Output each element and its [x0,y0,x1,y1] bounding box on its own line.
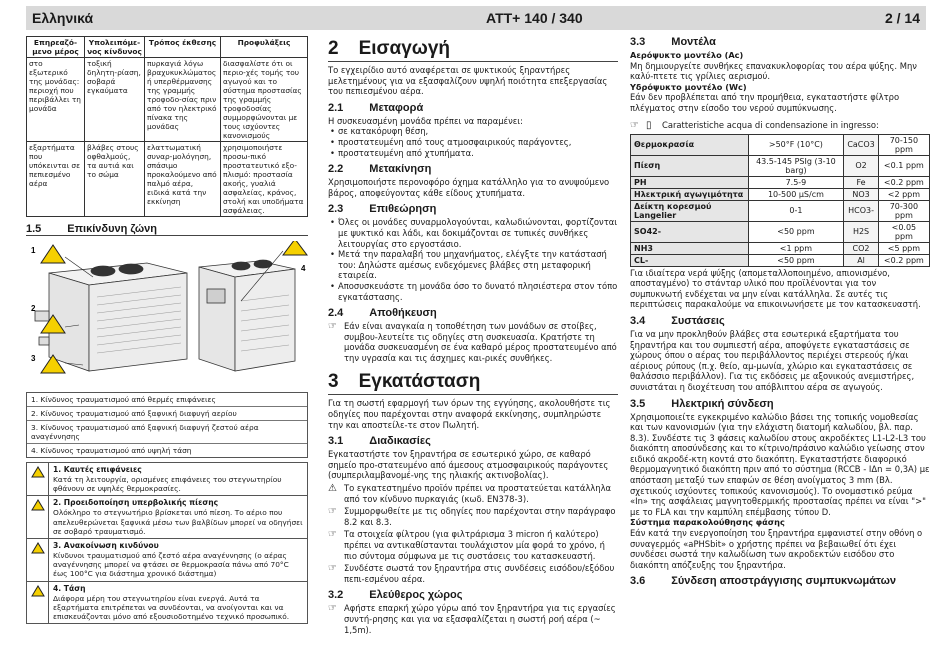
section-heading-3-1: 3.1 Διαδικασίες [328,435,431,448]
risk-header-exposure: Τρόπος έκθεσης [145,37,221,58]
table-cell: βλάβες στους οφθαλμούς, τα αυτιά και το σώμα [85,142,145,217]
pointing-hand-icon: ☞ [328,321,337,333]
section-heading-1-5: 1.5 Επικίνδυνη ζώνη [26,223,308,236]
list-item: 1. Κίνδυνος τραυματισμού από θερμές επιφάνειες [27,393,307,407]
figure-label-3: 3 [31,354,36,363]
warning-text: Διάφορα μέρη του στεγνωτηρίου είναι ενεργά. Αυτά τα εξαρτήματα επιτρέπεται να συνδέονται, να ανοίγονται και να επισκευάζονται μόνο από εξουσιοδοτημένο τεχνικό προσωπικό. [53,593,290,622]
table-cell: Πίεση [631,155,749,176]
list-item: • προστατευμένη από χτυπήματα. [328,148,618,159]
figure-label-4: 4 [301,264,306,273]
paragraph: Χρησιμοποιήστε περονοφόρο όχημα κατάλληλο για το ανυψούμενο βάρος, αποφεύγοντας κάθε είδους χτυπήματα. [328,177,610,198]
table-cell: πυρκαγιά λόγω βραχυκυκλώματος ή υπερθέρμανσης της γραμμής τροφοδο-σίας πριν από τον ηλεκτρικό πίνακα της μονάδας [145,58,221,142]
hazard-list [26,392,308,458]
pointing-hand-icon: ☞ [328,529,337,541]
note: ☞ ▯ Caratteristiche acqua di condensazione in ingresso: [630,119,879,131]
table-cell: NO3 [844,188,878,200]
table-row [631,176,930,188]
table-cell: χρησιμοποιήστε προσω-πικό προστατευτικό εξο-πλισμό: προστασία ακοής, γυαλιά ασφαλείας, κράνος, στολή και υποδήματα ασφάλειας. [221,142,308,217]
list-item: • Αποσυσκευάστε τη μονάδα όσο το δυνατό πλησιέστερα στον τόπο εγκατάστασης. [328,281,618,302]
list-item: 2. Κίνδυνος τραυματισμού από ξαφνική διαφυγή αερίου [27,407,307,421]
warning-text: Ολόκληρο το στεγνωτήριο βρίσκεται υπό πίεση. Το αέριο που απελευθερώνεται ξαφνικά μέσω των βαλβίδων μπορεί να οδηγήσει σε σοβαρό τραυματισμό. [53,508,303,536]
subheading: Σύστημα παρακολούθησης φάσης [630,517,785,528]
section-heading-2-4: 2.4 Αποθήκευση [328,307,437,320]
subheading: Υδρόψυκτο μοντέλο (Wc) [630,81,747,92]
section-heading-3-2: 3.2 Ελεύθερος χώρος [328,589,463,602]
warning-title: 2. Προειδοποίηση υπερβολικής πίεσης [53,498,219,508]
list-item: • Όλες οι μονάδες συναρμολογούνται, καλωδιώνονται, φορτίζονται με ψυκτικό και λάδι, και δοκιμάζονται σε τυπικές συνθήκες λειτουργίας στο εργοστάσιο. [328,217,618,249]
table-cell: Al [844,254,878,266]
section-heading-2-3: 2.3 Επιθεώρηση [328,203,437,216]
table-cell: 7.5-9 [748,176,844,188]
table-cell: Fe [844,176,878,188]
table-cell: NH3 [631,242,749,254]
table-cell: στο εξωτερικό της μονάδας: περιοχή που περιβάλλει τη μονάδα [27,58,85,142]
pointing-hand-icon: ☞ [630,119,639,131]
warning-row [27,496,307,539]
pointing-hand-icon: ☞ [328,506,337,518]
section-heading-3: 3 Εγκατάσταση [328,371,618,395]
paragraph: Εάν κατά την ενεργοποίηση του ξηραντήρα εμφανιστεί στην οθόνη ο συναγερμός «aPHSbit» ο χρήστης πρέπει να βεβαιωθεί ότι έχει συνδέσει σωστά την καλωδίωση των ακροδεκτών εισόδου στο διακόπτη απόζευξης του ξηραντήρα. [630,528,923,570]
warning-box [26,462,308,624]
bullet-list [328,217,618,302]
table-cell: 70-150 ppm [878,134,929,155]
warning-row [27,582,307,624]
paragraph: Για τη σωστή εφαρμογή των όρων της εγγύησης, ακολουθήστε τις οδηγίες που παρέχονται στην αναφορά εκκίνησης, συμπληρώστε την και αποστείλε-τε στον Πωλητή. [328,398,611,430]
voltage-warning-icon [27,582,49,624]
warning-title: 4. Τάση [53,583,86,593]
table-cell: >50°F (10°C) [748,134,844,155]
table-cell: <0.05 ppm [878,221,929,242]
danger-zone-figure [26,240,308,388]
table-cell: Θερμοκρασία [631,134,749,155]
model-label: ATT+ 140 / 340 [486,10,583,26]
page-header [26,6,926,30]
section-heading-2-1: 2.1 Μεταφορά [328,101,424,114]
column-middle [328,36,618,635]
book-icon: ▯ [646,119,652,131]
subheading: Αερόψυκτο μοντέλο (Ac) [630,50,744,60]
paragraph: Μη δημιουργείτε συνθήκες επανακυκλοφορίας του αέρα ψύξης. Μην καλύ-πτετε τις γρίλιες αερισμού. [630,60,917,82]
table-cell: <5 ppm [878,242,929,254]
table-cell: O2 [844,155,878,176]
section-heading-3-5: 3.5 Ηλεκτρική σύνδεση [630,397,774,410]
warning-icon: ⚠ [328,483,337,495]
danger-warning-icon [27,539,49,581]
note: ☞ Αφήστε επαρκή χώρο γύρω από τον ξηραντήρα για τις εργασίες συντή-ρησης και για να εξασφαλίζεται η σωστή ροή αέρα (~ 1,5m). [328,603,616,635]
table-cell: 43.5-145 PSIg (3-10 barg) [748,155,844,176]
risk-header-residual: Υπολειπόμε-νος κίνδυνος [85,37,145,58]
risk-table [26,36,308,217]
table-cell: CL- [631,254,749,266]
table-row [631,242,930,254]
water-characteristics-table [630,134,930,267]
paragraph: Εγκαταστήστε τον ξηραντήρα σε εσωτερικό χώρο, σε καθαρό σημείο προ-στατευμένο από άμεσους ατμοσφαιρικούς παράγοντες (συμπεριλαμβανομέ-νης της ηλιακής ακτινοβολίας). [328,449,609,481]
table-cell: 0-1 [748,200,844,221]
table-cell: <0.1 ppm [878,155,929,176]
table-row [631,200,930,221]
dryer-illustration [27,241,309,389]
warning-row [27,539,307,582]
pointing-hand-icon: ☞ [328,603,337,615]
list-item: 4. Κίνδυνος τραυματισμού από υψηλή τάση [31,446,192,455]
table-cell: PH [631,176,749,188]
table-cell: <2 ppm [878,188,929,200]
paragraph: Για ιδιαίτερα νερά ψύξης (απομεταλλοποιημένο, απιονισμένο, αποσταγμένο) το στάνταρ υλικό που προϊλένονται για τον συμπυκνωτή ενδέχεται να μην είναι κατάλληλα. Σε αυτές τις περιπτώσεις παρακαλούμε να επικοινωνήσετε με τον κατασκευαστή. [630,267,921,310]
paragraph: Το εγχειρίδιο αυτό αναφέρεται σε ψυκτικούς ξηραντήρες μελετημένους για να εξασφαλίζουν υψηλή ποιότητα επεξεργασίας του πεπιεσμένου αέρα. [328,65,608,97]
hot-surface-warning-icon [27,463,49,495]
section-heading-3-6: 3.6 Σύνδεση αποστράγγισης συμπυκνωμάτων [630,575,897,588]
section-heading-3-4: 3.4 Συστάσεις [630,314,725,327]
table-cell: ελαττωματική συναρ-μολόγηση, σπάσιμο προκαλούμενο από παλμό αέρα, ειδικά κατά την εκκίνηση [145,142,221,217]
list-item: • προστατευμένη από τους ατμοσφαιρικούς παράγοντες, [328,137,618,148]
risk-header-part: Επηρεαζό-μενο μέρος [27,37,85,58]
table-cell: HCO3- [844,200,878,221]
table-row [631,221,930,242]
figure-label-1: 1 [31,246,36,255]
table-cell: CO2 [844,242,878,254]
column-right [630,36,930,589]
table-cell: <0.2 ppm [878,254,929,266]
table-row [631,254,930,266]
pointing-hand-icon: ☞ [328,563,337,575]
pressure-warning-icon [27,496,49,538]
bullet-list [328,126,618,158]
note: ☞ Εάν είναι αναγκαία η τοποθέτηση των μονάδων σε στοίβες, συμβου-λευτείτε τις οδηγίες στη συσκευασία. Κρατήστε τη μονάδα συσκευασμένη σε ένα καθαρό μέρος προστατευμένο από την υγρασία και τις άσχημες και-ρικές συνθήκες. [328,321,617,363]
table-cell: H2S [844,221,878,242]
warning-title: 1. Καυτές επιφάνειες [53,465,142,474]
list-item: • Μετά την παραλαβή του μηχανήματος, ελέγξτε την κατάστασή του: Δηλώστε αμέσως ενδεχόμενες βλάβες στη μεταφορική εταιρεία. [328,249,618,281]
section-heading-3-3: 3.3 Μοντέλα [630,36,716,48]
table-cell: SO42- [631,221,749,242]
list-item: • σε κατακόρυφη θέση, [328,126,618,137]
paragraph: Για να μην προκληθούν βλάβες στα εσωτερικά εξαρτήματα του ξηραντήρα και του συμπιεστή αέρα, αποφύγετε εγκαταστάσεις σε χώρους όπου ο αέρας του περιβάλλοντος περιέχει στερεούς ή/και αέριους ρύπους (π.χ. θείο, αμ-μωνία, χλώριο και εγκαταστάσεις σε θαλάσσιο περιβάλλον). Για τις εκδόσεις με αξονικούς ανεμιστήρες, συνιστάται η διοχέτευση του απόβλιπτου αέρα σε αγωγούς. [630,328,915,392]
table-cell: Ηλεκτρική αγωγιμότητα [631,188,749,200]
table-cell: διασφαλίστε ότι οι περιο-χές τομής του αγωγού και το σύστημα προστασίας της γραμμής τροφοδοσίας συμμορφώνονται με τους ισχύοντες κανονισμούς [221,58,308,142]
table-cell: εξαρτήματα που υπόκεινται σε πεπιεσμένο αέρα [27,142,85,217]
risk-header-precautions: Προφυλάξεις [221,37,308,58]
table-row [631,155,930,176]
table-cell: 70-300 ppm [878,200,929,221]
note: ☞ Συμμορφωθείτε με τις οδηγίες που παρέχονται στην παράγραφο 8.2 και 8.3. [328,506,616,527]
table-cell: CaCO3 [844,134,878,155]
section-heading-2: 2 Εισαγωγή [328,38,618,62]
warning-row [27,463,307,496]
table-cell: τοξική δηλητη-ρίαση, σοβαρά εγκαύματα [85,58,145,142]
language-label: Ελληνικά [32,10,94,26]
warning-title: 3. Ανακοίνωση κινδύνου [53,541,159,551]
section-heading-2-2: 2.2 Μετακίνηση [328,163,432,176]
table-cell: <0.2 ppm [878,176,929,188]
note: ⚠ Το εγκατεστημένο προϊόν πρέπει να προστατεύεται κατάλληλα από τον κίνδυνο πυρκαγιάς (κωδ. EN378-3). [328,483,612,504]
table-row [27,142,308,217]
note: ☞ Συνδέστε σωστά τον ξηραντήρα στις συνδέσεις εισόδου/εξόδου πεπι-εσμένου αέρα. [328,563,615,584]
table-row [27,58,308,142]
paragraph: Χρησιμοποιείτε εγκεκριμένο καλώδιο βάσει της τοπικής νομοθεσίας και των κανονισμών (για την ελάχιστη διατομή καλωδίου, βλ. παρ. 8.3). Συνδέστε τις 3 φάσεις καλωδίου στους ακροδέκτες L1-L2-L3 του διακόπτη αποσύνδεσης και το κίτρινο/πράσινο καλώδιο γείωσης στον ειδικό ακροδέ-κτη κοντά στο διακόπτη. Εγκαταστήστε διαφορικό θερμομαγνητικό διακόπτη πριν από το σύστημα (RCCB - IΔn = 0,3A) με απόσταση μεταξύ των επαφών σε θέση ανοίγματος 3 mm (Βλ. σχετικούς ισχύοντες τοπικούς κανονισμούς). Το ονομαστικό ρεύμα «In» της ασφάλειας μαγνητοθερμικής προστασίας πρέπει να είναι ">" με το FLA και την καμπύλη επέμβασης τύπου D. [630,411,930,517]
column-left [26,36,308,624]
paragraph: Η συσκευασμένη μονάδα πρέπει να παραμένει: [328,115,523,126]
page-number: 2 / 14 [884,10,920,26]
table-cell: <1 ppm [748,242,844,254]
table-cell: Δείκτη κορεσμού Langelier [631,200,749,221]
table-row [631,134,930,155]
list-item: 3. Κίνδυνος τραυματισμού από ξαφνική διαφυγή ζεστού αέρα αναγέννησης [27,421,307,444]
table-cell: <50 ppm [748,221,844,242]
table-cell: 10-500 μS/cm [748,188,844,200]
warning-text: Κατά τη λειτουργία, ορισμένες επιφάνειες του στεγνωτηρίου φθάνουν σε υψηλές θερμοκρασίες. [53,475,282,494]
table-row [631,188,930,200]
figure-label-2: 2 [31,304,36,313]
table-cell: <50 ppm [748,254,844,266]
warning-text: Κίνδυνοι τραυματισμού από ζεστό αέρα αναγέννησης (ο αέρας αναγέννησης μπορεί να φτάσει σε θερμοκρασία πάνω από 70°C έως 100°C για διάστημα χρονικό διάστημα) [53,551,289,579]
note: ☞ Τα στοιχεία φίλτρου (για φιλτράρισμα 3 micron ή καλύτερο) πρέπει να αντικαθίστανται τουλάχιστον μία φορά το χρόνο, ή πιο σύντομα σύμφωνα με τις συστάσεις του κατασκευαστή. [328,529,605,561]
paragraph: Εάν δεν προβλέπεται από την προμήθεια, εγκαταστήστε φίλτρο πλέγματος στην είσοδο του νερού συμπύκνωσης. [630,92,900,113]
